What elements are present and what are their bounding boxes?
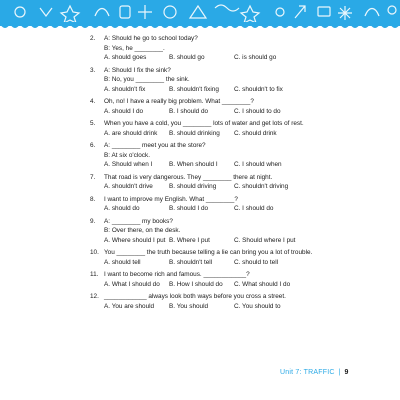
question-item xyxy=(90,173,390,192)
question-number: 4. xyxy=(90,98,96,106)
answer-options xyxy=(90,182,390,192)
option-c[interactable]: C. shouldn't driving xyxy=(234,183,289,191)
question-text: A: Should he go to school today? xyxy=(104,35,198,42)
question-item xyxy=(90,97,390,116)
star-doodle-icon xyxy=(241,6,259,23)
option-c[interactable]: C. is should go xyxy=(234,54,277,62)
sun-doodle-icon xyxy=(164,6,176,18)
question-number: 12. xyxy=(90,293,99,301)
option-b[interactable]: B. How I should do xyxy=(169,280,223,288)
question-line xyxy=(90,270,390,280)
question-line xyxy=(90,173,390,183)
answer-options xyxy=(90,302,390,312)
arc-doodle-icon xyxy=(365,9,379,17)
answer-options xyxy=(90,85,390,95)
question-number: 9. xyxy=(90,217,96,225)
question-item xyxy=(90,195,390,214)
question-list xyxy=(90,34,390,314)
page-number: 9 xyxy=(344,369,349,376)
answer-options xyxy=(90,107,390,117)
answer-options xyxy=(90,258,390,268)
question-item xyxy=(90,248,390,267)
option-a[interactable]: A. should do xyxy=(104,205,140,213)
option-c[interactable]: C. I should to do xyxy=(234,107,281,115)
answer-options xyxy=(90,160,390,170)
option-c[interactable]: C. should to tell xyxy=(234,258,279,266)
box-doodle-icon xyxy=(120,6,130,18)
option-c[interactable]: C. What should I do xyxy=(234,280,291,288)
question-text: A: Should I fix the sink? xyxy=(104,66,171,74)
question-line xyxy=(90,119,390,129)
footer-separator: | xyxy=(338,369,341,376)
option-a[interactable]: A. should I do xyxy=(104,107,144,115)
option-a[interactable]: A. shouldn't drive xyxy=(104,183,153,191)
plus-doodle-icon xyxy=(138,5,152,19)
option-a[interactable]: A. What I should do xyxy=(104,280,160,288)
zigzag-doodle-icon xyxy=(40,8,52,16)
answer-line: B: At six o'clock. xyxy=(104,151,150,159)
option-a[interactable]: A. Where should I put xyxy=(104,236,166,244)
snowflake-doodle-icon xyxy=(338,6,352,20)
question-line xyxy=(90,292,390,302)
option-a[interactable]: A. shouldn't fix xyxy=(104,85,146,93)
question-line xyxy=(90,34,390,44)
option-b[interactable]: B. I should do xyxy=(169,107,209,115)
question-number: 8. xyxy=(90,195,96,203)
answer-line: B: No, you ________ the sink. xyxy=(104,76,190,84)
question-item xyxy=(90,141,390,170)
question-number: 6. xyxy=(90,142,96,150)
option-c[interactable]: C. Should where I put xyxy=(234,236,296,244)
circle-doodle-icon xyxy=(276,8,284,16)
triangle-doodle-icon xyxy=(190,6,206,18)
option-b[interactable]: B. should go xyxy=(169,54,205,62)
question-text: I want to become rich and famous. ____________? xyxy=(104,271,250,279)
question-number: 5. xyxy=(90,120,96,128)
question-number: 11. xyxy=(90,271,99,279)
option-a[interactable]: A. Should when I xyxy=(104,161,153,169)
question-text: When you have a cold, you ________ lots of water and get lots of rest. xyxy=(104,120,304,128)
option-b[interactable]: B. When should I xyxy=(169,161,218,169)
question-item xyxy=(90,66,390,95)
page-footer xyxy=(280,369,400,376)
banner-scallop-edge xyxy=(0,22,400,32)
question-number: 7. xyxy=(90,173,96,181)
question-number: 3. xyxy=(90,66,96,74)
star-doodle-icon xyxy=(61,6,79,23)
answer-line: B: Over there, on the desk. xyxy=(104,227,181,235)
question-line xyxy=(90,97,390,107)
question-item xyxy=(90,34,390,63)
arc-doodle-icon xyxy=(95,9,109,17)
option-b[interactable]: B. should I do xyxy=(169,205,209,213)
option-c[interactable]: C. I should do xyxy=(234,205,274,213)
answer-line: B: Yes, he ________. xyxy=(104,44,165,52)
question-line xyxy=(90,248,390,258)
question-line xyxy=(90,141,390,151)
option-c[interactable]: C. I should when xyxy=(234,161,282,169)
option-b[interactable]: B. should drinking xyxy=(169,129,220,137)
question-number: 10. xyxy=(90,249,99,257)
question-line xyxy=(90,217,390,227)
unit-title: Unit 7: TRAFFIC xyxy=(280,369,335,376)
question-item xyxy=(90,292,390,311)
option-a[interactable]: A. are should drink xyxy=(104,129,158,137)
circle-doodle-icon xyxy=(15,7,25,17)
answer-options xyxy=(90,204,390,214)
answer-options xyxy=(90,280,390,290)
arrow-doodle-icon xyxy=(295,6,305,18)
question-text: Oh, no! I have a really big problem. What ________? xyxy=(104,98,254,106)
question-line xyxy=(90,195,390,205)
question-text: A: ________ my books? xyxy=(104,217,173,225)
option-a[interactable]: A. should goes xyxy=(104,54,147,62)
answer-options xyxy=(90,129,390,139)
question-text: ____________ always look both ways before you cross a street. xyxy=(104,293,286,301)
option-a[interactable]: A. should tell xyxy=(104,258,141,266)
option-b[interactable]: B. shouldn't fixing xyxy=(169,85,219,93)
option-c[interactable]: C. should drink xyxy=(234,129,277,137)
box-doodle-icon xyxy=(318,7,330,16)
option-c[interactable]: C. shouldn't to fix xyxy=(234,85,283,93)
question-number: 2. xyxy=(90,35,96,42)
question-text: You ________ the truth because telling a lie can bring you a lot of trouble. xyxy=(104,249,313,257)
question-item xyxy=(90,270,390,289)
option-b[interactable]: B. Where I put xyxy=(169,236,210,244)
option-b[interactable]: B. should driving xyxy=(169,183,217,191)
question-text: I want to improve my English. What ________? xyxy=(104,195,238,203)
option-c[interactable]: C. You should to xyxy=(234,302,281,310)
answer-options xyxy=(90,236,390,246)
answer-options xyxy=(90,53,390,63)
question-line xyxy=(90,66,390,76)
circle-doodle-icon xyxy=(388,6,396,14)
option-b[interactable]: B. shouldn't tell xyxy=(169,258,213,266)
option-b[interactable]: B. You should xyxy=(169,302,209,310)
question-item xyxy=(90,217,390,246)
question-text: That road is very dangerous. They ________ there at night. xyxy=(104,173,273,181)
question-item xyxy=(90,119,390,138)
wave-doodle-icon xyxy=(215,5,239,11)
option-a[interactable]: A. You are should xyxy=(104,302,155,310)
question-text: A: ________ meet you at the store? xyxy=(104,142,206,150)
